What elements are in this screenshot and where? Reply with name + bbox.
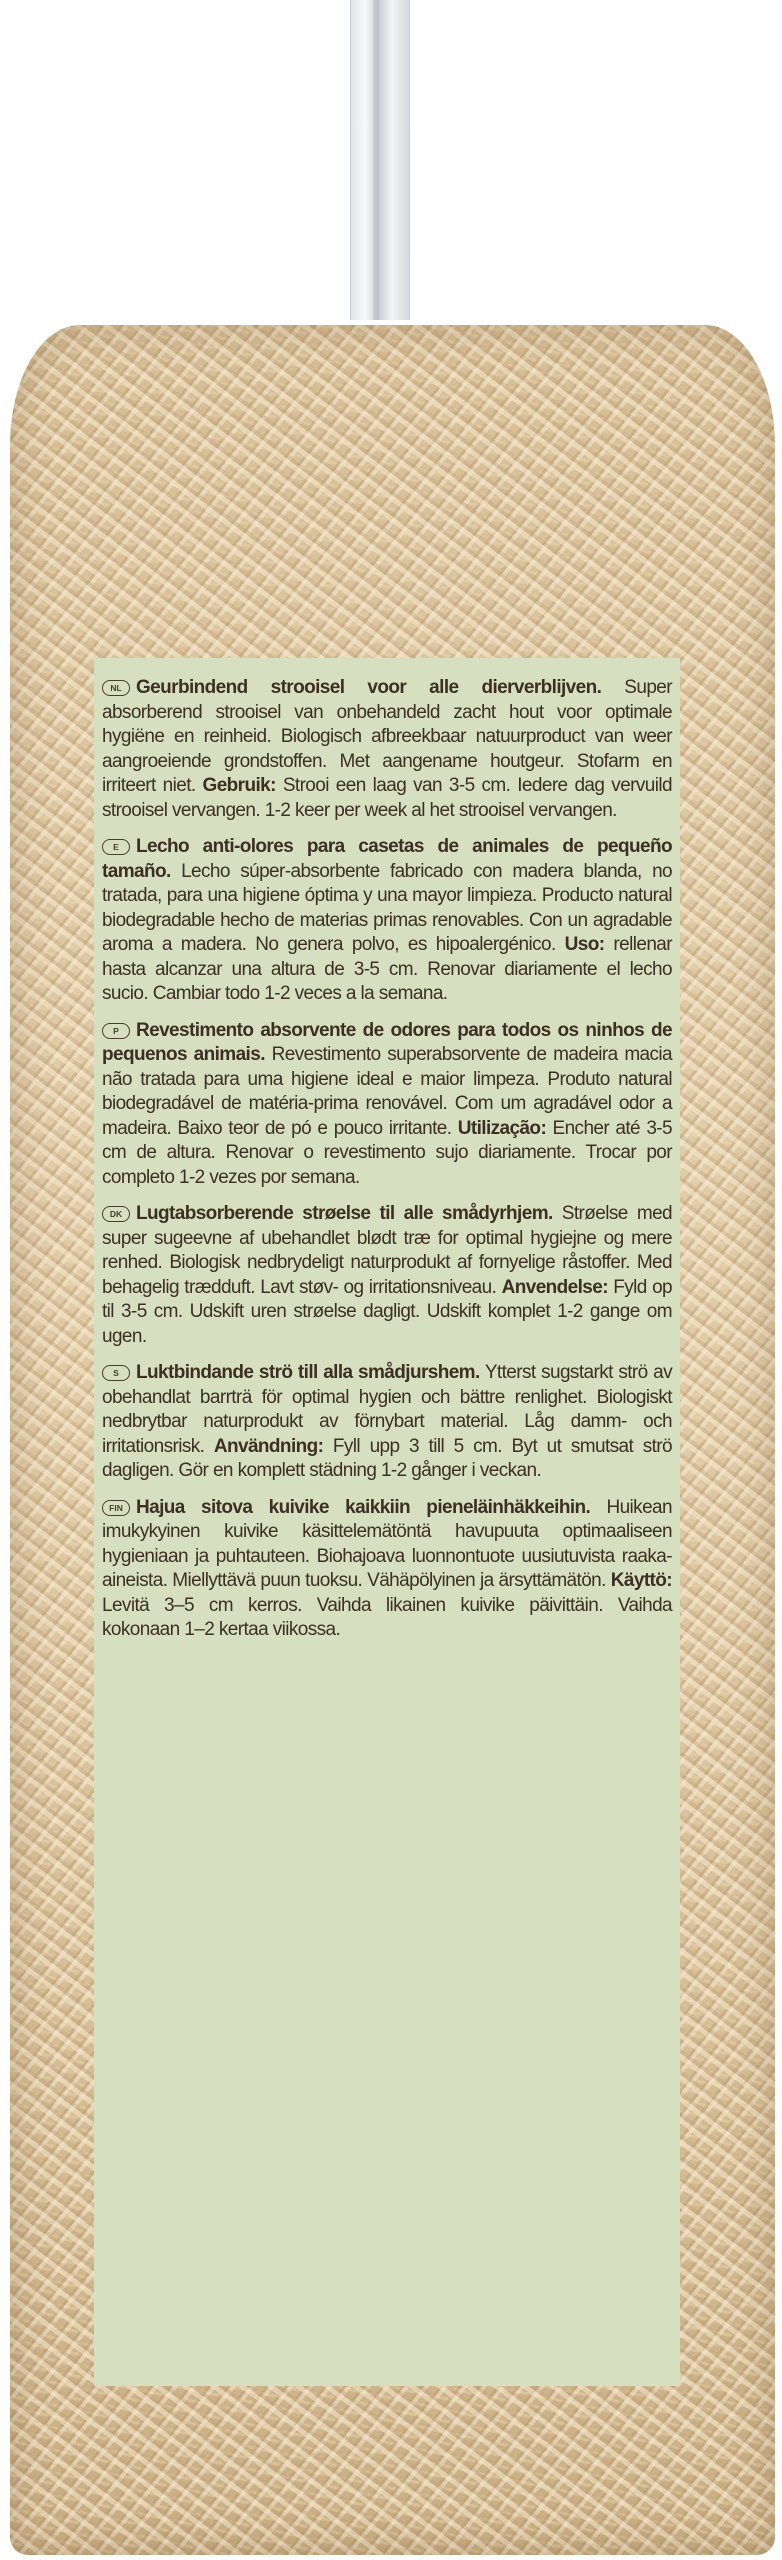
usage-text: Fyld op til 3-5 cm. Udskift uren strøelse dagligt. Udskift komplet 1-2 gange om ugen. — [102, 1276, 672, 1347]
section-s — [102, 1361, 672, 1484]
usage-text: Strooi een laag van 3-5 cm. Iedere dag vervuild strooisel vervangen. 1-2 keer per week al het strooisel vervangen. — [102, 775, 672, 821]
hanging-tab — [350, 0, 410, 320]
info-panel — [94, 658, 680, 2386]
usage-text: rellenar hasta alcanzar una altura de 3-5 cm. Renovar diariamente el lecho sucio. Cambiar todo 1-2 veces a la semana. — [102, 934, 672, 1004]
usage-label: Anvendelse: — [501, 1276, 608, 1298]
section-dk — [102, 1202, 672, 1349]
section-body: Super absorberend strooisel van onbehandeld zacht hout voor optimale hygiëne en reinheid. Biologisch afbreekbaar natuurproduct van weer aangroeiende grondstoffen. Met aangename houtgeur. Stofarm en irriteert niet. — [102, 677, 672, 796]
section-body: Revestimento superabsorvente de madeira macia não tratada para uma higiene ideal e maior limpeza. Produto natural biodegradável de matéria-prima renovável. Com um agradável odor a madeira. Baixo teor de pó e pouco irritante. — [102, 1044, 672, 1139]
section-fin — [102, 1496, 672, 1643]
usage-text: Fyll upp 3 till 5 cm. Byt ut smutsat strö dagligen. Gör en komplett städning 1-2 gånger i veckan. — [102, 1435, 672, 1481]
section-title: Revestimento absorvente de odores para todos os ninhos de pequenos animais. — [102, 1019, 672, 1065]
section-title: Lecho anti-olores para casetas de animales de pequeño tamaño. — [102, 836, 672, 882]
section-title: Geurbindend strooisel voor alle dierverblijven. — [136, 677, 602, 698]
language-badge-e: E — [102, 839, 130, 855]
usage-text: Levitä 3–5 cm kerros. Vaihda likainen kuivike päivittäin. Vaihda kokonaan 1–2 kertaa viikossa. — [102, 1594, 672, 1640]
section-body: Ytterst sugstarkt strö av obehandlat barrträ för optimal hygien och bättre renlighet. Biologiskt nedbrytbar naturprodukt av förnybart material. Låg damm- och irritationsrisk. — [102, 1362, 672, 1457]
section-e — [102, 835, 672, 1007]
language-badge-nl: NL — [102, 680, 130, 696]
language-badge-dk: DK — [102, 1206, 130, 1222]
usage-label: Uso: — [564, 934, 605, 955]
language-badge-s: S — [102, 1365, 130, 1381]
language-badge-p: P — [102, 1023, 130, 1039]
section-body: Strøelse med super sugeevne af ubehandlet blødt træ for optimal hygiejne og mere renhed. Biologisk nedbrydeligt naturprodukt af fornyelige råstoffer. Med behagelig trædduft. Lavt støv- og irritationsniveau. — [102, 1203, 673, 1298]
section-title: Lugtabsorberende strøelse til alle smådyrhjem. — [136, 1203, 553, 1224]
section-title: Hajua sitova kuivike kaikkiin pieneläinhäkkeihin. — [136, 1496, 591, 1518]
usage-label: Användning: — [213, 1435, 324, 1457]
section-body: Huikean imukykyinen kuivike käsittelemätöntä havupuuta optimaaliseen hygieniaan ja puhtauteen. Biohajoava luonnontuote uusiutuvista raaka-aineista. Miellyttävä puun tuoksu. Vähäpölyinen ja ärsyttämätön. — [102, 1496, 672, 1591]
usage-label: Utilização: — [457, 1117, 547, 1139]
section-title: Luktbindande strö till alla smådjurshem. — [136, 1362, 480, 1383]
usage-label: Gebruik: — [202, 775, 276, 796]
usage-text: Encher até 3-5 cm de altura. Renovar o revestimento sujo diariamente. Trocar por completo 1-2 vezes por semana. — [102, 1117, 673, 1188]
section-nl — [102, 676, 672, 823]
section-p — [102, 1019, 672, 1191]
language-badge-fin: FIN — [102, 1500, 130, 1516]
section-body: Lecho súper-absorbente fabricado con madera blanda, no tratada, para una higiene óptima y una mayor limpieza. Producto natural biodegradable hecho de materias primas renovables. Con un agradable aroma a madera. No genera polvo, es hipoalergénico. — [102, 860, 673, 955]
usage-label: Käyttö: — [610, 1570, 673, 1591]
